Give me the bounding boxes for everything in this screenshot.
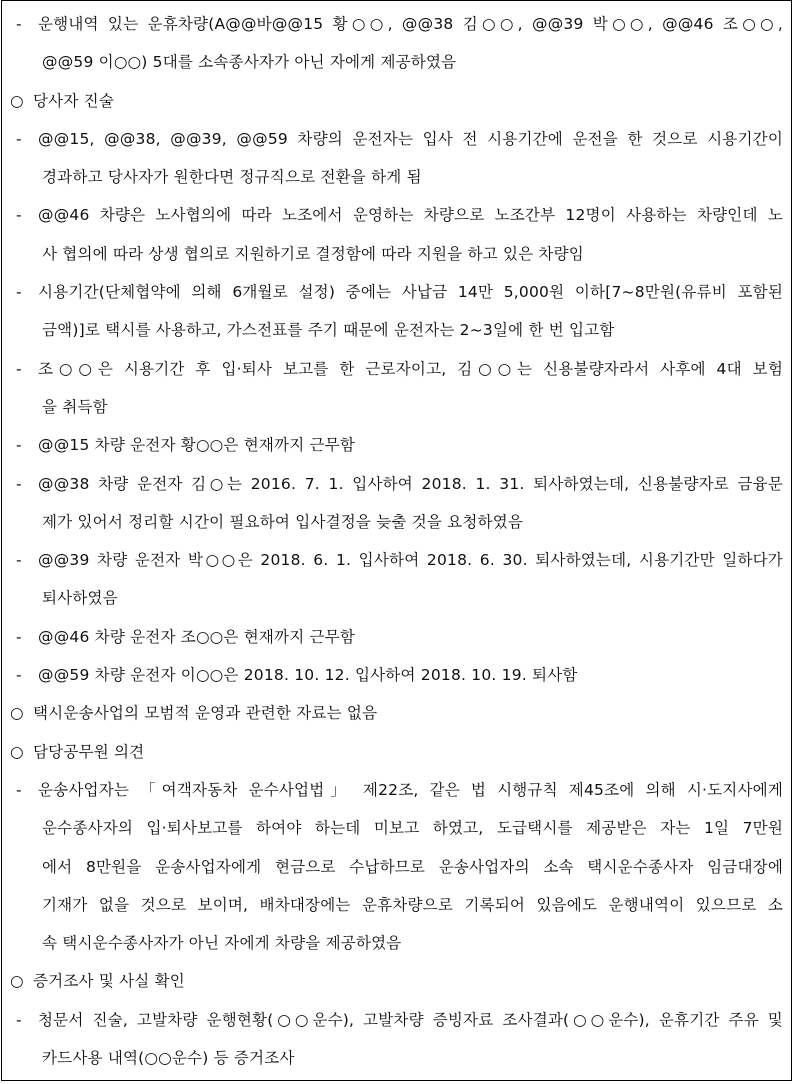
continuation-text: 금액)]로 택시를 사용하고, 가스전표를 주기 때문에 운전자는 2~3일에 한 번 입고함 [42,321,615,340]
bullet-item-text: @@46 차량 운전자 조○○은 현재까지 근무함 [38,627,356,646]
bullet-item-text: 시용기간(단체협약에 의해 6개월로 설정) 중에는 사납금 14만 5,000원 이하[7~8만원(유류비 포함된 [38,283,783,302]
dash-bullet-icon: - [16,359,22,378]
dash-bullet-icon: - [16,551,22,570]
continuation-line [2,809,791,847]
continuation-line [2,311,791,349]
section-heading [2,82,791,120]
bullet-item [2,273,791,311]
bullet-item-text: 운송사업자는 「여객자동차 운수사업법」 제22조, 같은 법 시행규칙 제45조에 의해 시·도지사에게 [38,780,783,799]
bullet-item-text: 조○○은 시용기간 후 입·퇴사 보고를 한 근로자이고, 김○○는 신용불량자라서 사후에 4대 보험 [38,359,783,378]
circle-bullet-icon: ○ [10,742,24,761]
bullet-item [2,541,791,579]
circle-bullet-icon: ○ [10,704,24,723]
circle-bullet-icon: ○ [10,972,24,991]
document-frame [1,0,792,1081]
continuation-text: 카드사용 내역(○○운수) 등 증거조사 [42,1049,295,1068]
continuation-line [2,886,791,924]
bullet-item-text: @@38 차량 운전자 김○는 2016. 7. 1. 입사하여 2018. 1. 31. 퇴사하였는데, 신용불량자로 금융문 [38,474,783,493]
bullet-item [2,656,791,694]
bullet-item [2,350,791,388]
section-heading [2,733,791,771]
dash-bullet-icon: - [16,283,22,302]
continuation-text: @@59 이○○) 5대를 소속종사자가 아닌 자에게 제공하였음 [42,53,457,72]
bullet-item-text: 운행내역 있는 운휴차량(A@@바@@15 황○○, @@38 김○○, @@39 박○○, @@46 조○○, [38,15,783,33]
continuation-line [2,43,791,81]
dash-bullet-icon: - [16,474,22,493]
continuation-text: 에서 8만원을 운송사업자에게 현금으로 수납하므로 운송사업자의 소속 택시운수종사자 임금대장에 [42,857,783,876]
bullet-item-text: @@59 차량 운전자 이○○은 2018. 10. 12. 입사하여 2018. 10. 19. 퇴사함 [38,666,578,685]
dash-bullet-icon: - [16,15,22,33]
dash-bullet-icon: - [16,129,22,148]
bullet-item [2,618,791,656]
dash-bullet-icon: - [16,206,22,225]
section-heading-text: 담당공무원 의견 [33,742,145,761]
continuation-text: 퇴사하였음 [42,589,118,608]
bullet-item-text: @@15 차량 운전자 황○○은 현재까지 근무함 [38,436,356,455]
bullet-item-text: @@15, @@38, @@39, @@59 차량의 운전자는 입사 전 시용기간에 운전을 한 것으로 시용기간이 [38,129,783,148]
bullet-item [2,465,791,503]
continuation-text: 제가 있어서 정리할 시간이 필요하여 입사결정을 늦출 것을 요청하였음 [42,512,524,531]
section-heading [2,962,791,1000]
continuation-text: 기재가 없을 것으로 보이며, 배차대장에는 운휴차량으로 기록되어 있음에도 운행내역이 있으므로 소 [42,895,783,914]
continuation-text: 을 취득함 [42,397,108,416]
continuation-line [2,579,791,617]
continuation-text: 운수종사자의 입·퇴사보고를 하여야 하는데 미보고 하였고, 도급택시를 제공받은 자는 1일 7만원 [42,819,783,838]
bullet-item [2,120,791,158]
dash-bullet-icon: - [16,780,22,799]
bullet-item [2,426,791,464]
section-heading-text: 증거조사 및 사실 확인 [33,972,185,991]
document-body [2,1,791,1077]
section-heading-text: 택시운송사업의 모범적 운영과 관련한 자료는 없음 [33,704,378,723]
bullet-item-text: 청문서 진술, 고발차량 운행현황(○○운수), 고발차량 증빙자료 조사결과(○○운수), 운휴기간 주유 및 [38,1010,783,1029]
continuation-text: 경과하고 당사자가 원한다면 정규직으로 전환을 하게 됨 [42,168,422,187]
circle-bullet-icon: ○ [10,91,24,110]
section-heading-text: 당사자 진술 [33,91,114,110]
dash-bullet-icon: - [16,436,22,455]
bullet-item [2,771,791,809]
dash-bullet-icon: - [16,666,22,685]
bullet-item [2,1001,791,1039]
bullet-item [2,196,791,234]
continuation-line [2,388,791,426]
continuation-line [2,1039,791,1077]
continuation-line [2,503,791,541]
section-heading [2,694,791,732]
continuation-line [2,235,791,273]
continuation-text: 사 협의에 따라 상생 협의로 지원하기로 결정함에 따라 지원을 하고 있은 차량임 [42,244,584,263]
dash-bullet-icon: - [16,1010,22,1029]
bullet-item-text: @@46 차량은 노사협의에 따라 노조에서 운영하는 차량으로 노조간부 12명이 사용하는 차량인데 노 [38,206,783,225]
continuation-line [2,848,791,886]
bullet-item-text: @@39 차량 운전자 박○○은 2018. 6. 1. 입사하여 2018. 6. 30. 퇴사하였는데, 시용기간만 일하다가 [38,551,783,570]
dash-bullet-icon: - [16,627,22,646]
continuation-line [2,924,791,962]
continuation-text: 속 택시운수종사자가 아닌 자에게 차량을 제공하였음 [42,934,402,953]
bullet-item [2,5,791,43]
continuation-line [2,158,791,196]
